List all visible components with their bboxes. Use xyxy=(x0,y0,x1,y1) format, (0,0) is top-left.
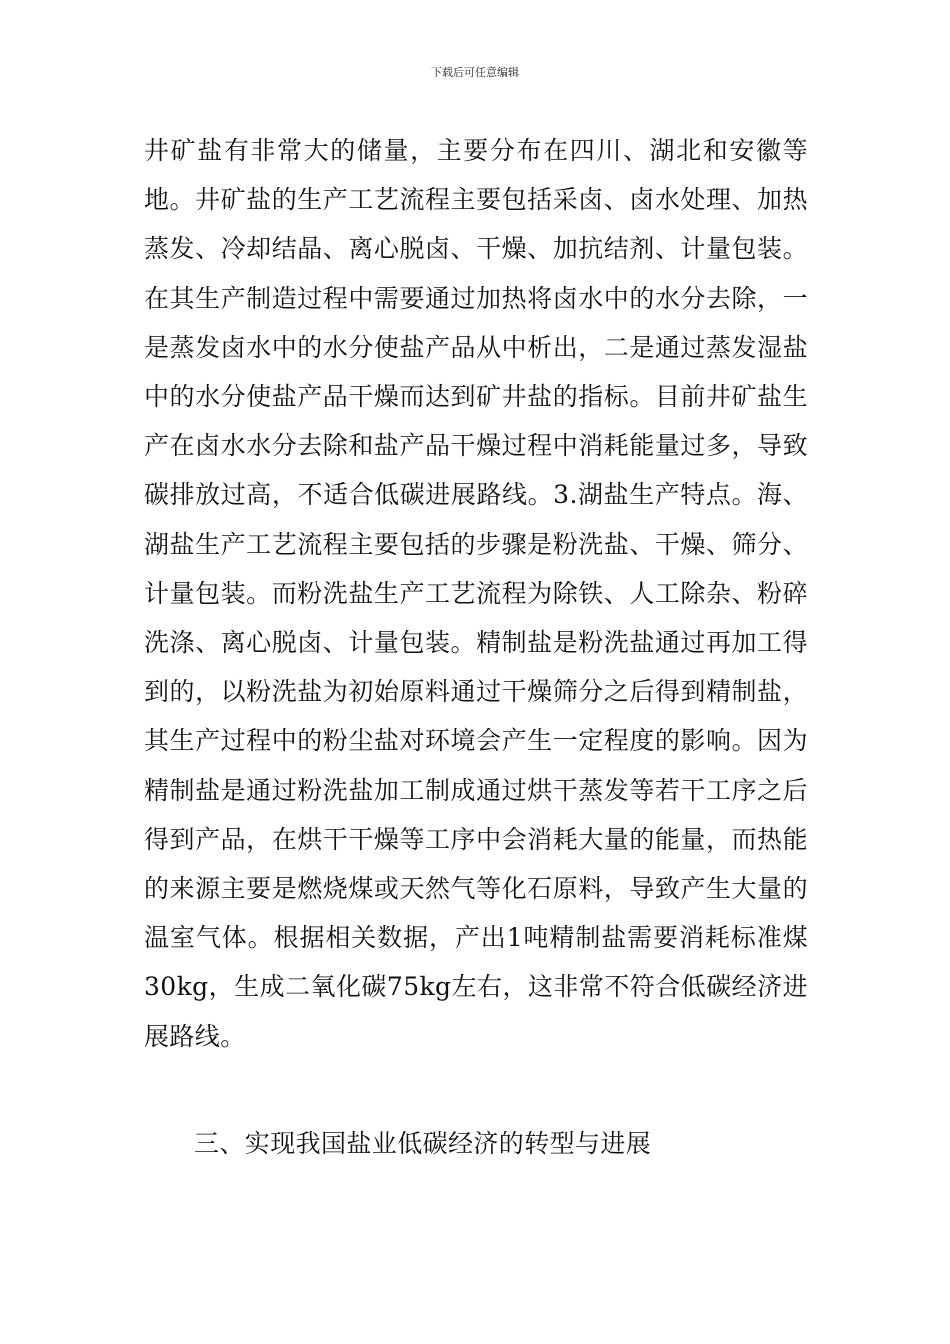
page-header-note: 下载后可任意编辑 xyxy=(431,66,519,79)
body-paragraph: 井矿盐有非常大的储量，主要分布在四川、湖北和安徽等地。井矿盐的生产工艺流程主要包括采卤、卤水处理、加热蒸发、冷却结晶、离心脱卤、干燥、加抗结剂、计量包装。在其生产制造过程中需要通过加热将卤水中的水分去除，一是蒸发卤水中的水分使盐产品从中析出，二是通过蒸发湿盐中的水分使盐产品干燥而达到矿井盐的指标。目前井矿盐生产在卤水水分去除和盐产品干燥过程中消耗能量过多，导致碳排放过高，不适合低碳进展路线。3.湖盐生产特点。海、湖盐生产工艺流程主要包括的步骤是粉洗盐、干燥、筛分、计量包装。而粉洗盐生产工艺流程为除铁、人工除杂、粉碎洗涤、离心脱卤、计量包装。精制盐是粉洗盐通过再加工得到的，以粉洗盐为初始原料通过干燥筛分之后得到精制盐，其生产过程中的粉尘盐对环境会产生一定程度的影响。因为精制盐是通过粉洗盐加工制成通过烘干蒸发等若干工序之后得到产品，在烘干干燥等工序中会消耗大量的能量，而热能的来源主要是燃烧煤或天然气等化石原料，导致产生大量的温室气体。根据相关数据，产出1吨精制盐需要消耗标准煤30kg，生成二氧化碳75kg左右，这非常不符合低碳经济进展路线。 xyxy=(144,136,808,1051)
section-heading: 三、实现我国盐业低碳经济的转型与进展 xyxy=(194,1129,652,1158)
